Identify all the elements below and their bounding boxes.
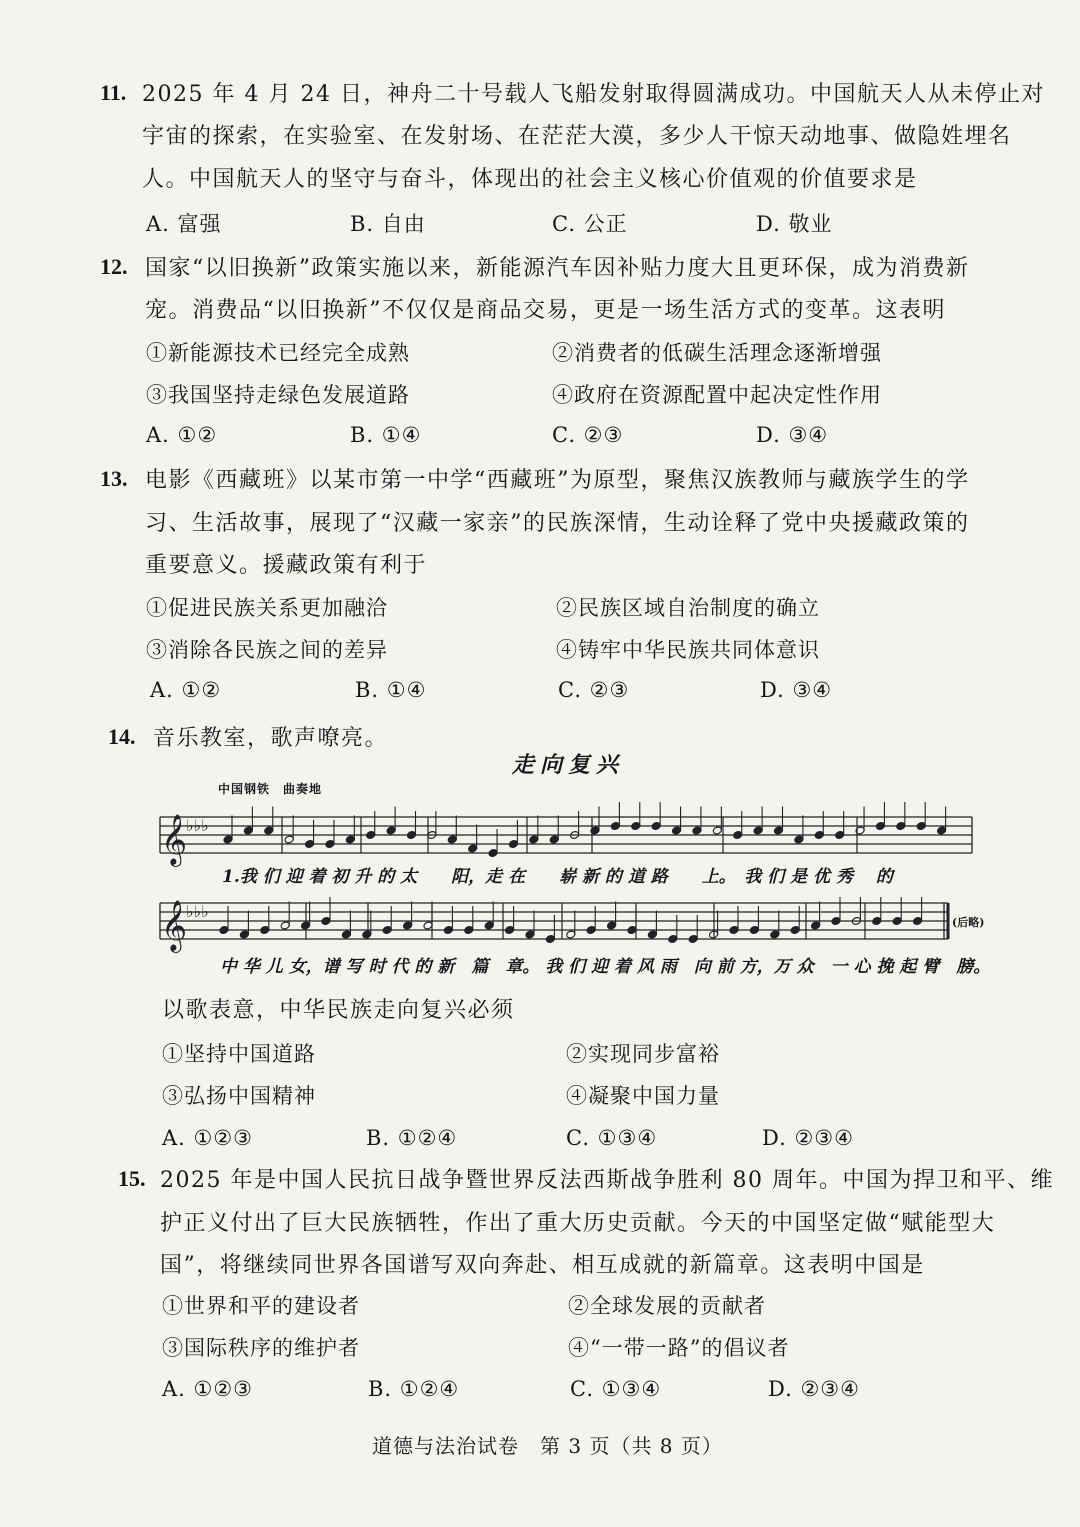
question-13-statement-2: ②民族区域自治制度的确立 [556, 596, 820, 620]
question-14-choice-a[interactable]: A. ①②③ [162, 1126, 253, 1150]
question-11-line-1: 2025 年 4 月 24 日，神舟二十号载人飞船发射取得圆满成功。中国航天人从未停止对 [142, 82, 1045, 107]
key-signature-icon: ♭♭♭ [186, 902, 209, 921]
question-11-number: 11. [100, 80, 127, 105]
question-15-number: 15. [118, 1166, 146, 1191]
question-11-line-3: 人。中国航天人的坚守与奋斗，体现出的社会主义核心价值观的价值要求是 [142, 167, 918, 192]
question-11-choice-b[interactable]: B. 自由 [350, 212, 426, 236]
question-14-statement-4: ④凝聚中国力量 [566, 1084, 720, 1108]
question-12-number: 12. [100, 254, 128, 279]
question-14-choice-c[interactable]: C. ①③④ [566, 1126, 658, 1150]
question-14-line-1: 音乐教室，歌声嘹亮。 [153, 726, 389, 751]
question-13-line-3: 重要意义。援藏政策有利于 [145, 553, 428, 578]
question-13-statement-1: ①促进民族关系更加融洽 [146, 596, 388, 620]
question-13-line-2: 习、生活故事，展现了“汉藏一家亲”的民族深情，生动诠释了党中央援藏政策的 [145, 511, 970, 536]
question-15-line-3: 国”，将继续同世界各国谱写双向奔赴、相互成就的新篇章。这表明中国是 [160, 1253, 925, 1278]
question-12-choice-d[interactable]: D. ③④ [756, 423, 829, 447]
question-14-prompt: 以歌表意，中华民族走向复兴必须 [162, 998, 515, 1023]
question-13-choice-a[interactable]: A. ①② [150, 678, 222, 702]
question-14-choice-d[interactable]: D. ②③④ [762, 1126, 854, 1150]
question-12-statement-2: ②消费者的低碳生活理念逐渐增强 [552, 341, 882, 365]
question-13-statement-3: ③消除各民族之间的差异 [146, 638, 388, 662]
song-end-mark: (后略) [952, 916, 985, 929]
page-footer: 道德与法治试卷 第 3 页（共 8 页） [372, 1434, 723, 1458]
question-12-choice-b[interactable]: B. ①④ [350, 423, 422, 447]
question-15-choice-c[interactable]: C. ①③④ [570, 1377, 662, 1401]
question-15-statement-1: ①世界和平的建设者 [162, 1294, 360, 1318]
question-14-statement-2: ②实现同步富裕 [566, 1042, 720, 1066]
question-12-choice-c[interactable]: C. ②③ [552, 423, 624, 447]
question-15-statement-3: ③国际秩序的维护者 [162, 1336, 360, 1360]
question-15-statement-2: ②全球发展的贡献者 [568, 1294, 766, 1318]
question-12-statement-4: ④政府在资源配置中起决定性作用 [552, 383, 882, 407]
treble-clef-icon: 𝄞 [161, 814, 188, 865]
question-12-choice-a[interactable]: A. ①② [146, 423, 218, 447]
question-13-statement-4: ④铸牢中华民族共同体意识 [556, 638, 820, 662]
question-13-choice-c[interactable]: C. ②③ [558, 678, 630, 702]
key-signature-icon: ♭♭♭ [186, 816, 209, 835]
question-13-line-1: 电影《西藏班》以某市第一中学“西藏班”为原型，聚焦汉族教师与藏族学生的学 [145, 468, 970, 493]
question-13-choice-d[interactable]: D. ③④ [760, 678, 833, 702]
question-11-choice-a[interactable]: A. 富强 [146, 212, 222, 236]
question-14-number: 14. [108, 724, 136, 749]
song-lyrics-line-2: 中 华 儿 女，谱 写 时 代 的 新 篇 章。 我 们 迎 着 风 雨 向 前 方，万 众 一 心 挽 起 臂 膀。 [220, 957, 991, 977]
question-15-statement-4: ④“一带一路”的倡议者 [568, 1336, 790, 1360]
treble-clef-icon: 𝄞 [161, 900, 188, 951]
question-14-statement-1: ①坚持中国道路 [162, 1042, 316, 1066]
question-15-choice-d[interactable]: D. ②③④ [768, 1377, 860, 1401]
question-11-line-2: 宇宙的探索，在实验室、在发射场、在茫茫大漠，多少人干惊天动地事、做隐姓埋名 [142, 124, 1012, 149]
question-12-line-2: 宠。消费品“以旧换新”不仅仅是商品交易，更是一场生活方式的变革。这表明 [145, 298, 946, 323]
question-12-statement-1: ①新能源技术已经完全成熟 [146, 341, 410, 365]
question-15-choice-a[interactable]: A. ①②③ [162, 1377, 253, 1401]
question-13-choice-b[interactable]: B. ①④ [355, 678, 427, 702]
question-11-choice-c[interactable]: C. 公正 [552, 212, 628, 236]
question-15-line-2: 护正义付出了巨大民族牺牲，作出了重大历史贡献。今天的中国坚定做“赋能型大 [160, 1211, 996, 1236]
question-14-choice-b[interactable]: B. ①②④ [366, 1126, 458, 1150]
staff-1-notes [223, 802, 947, 857]
question-15-choice-b[interactable]: B. ①②④ [368, 1377, 460, 1401]
question-11-choice-d[interactable]: D. 敬业 [756, 212, 833, 236]
question-12-statement-3: ③我国坚持走绿色发展道路 [146, 383, 410, 407]
staff-2-notes [219, 897, 923, 943]
song-lyrics-line-1: 1.我 们 迎 着 初 升 的 太 阳，走 在 崭 新 的 道 路 上。 我 们 是 优 秀 的 [222, 867, 893, 887]
question-12-line-1: 国家“以旧换新”政策实施以来，新能源汽车因补贴力度大且更环保，成为消费新 [145, 256, 970, 281]
song-title: 走向复兴 [512, 752, 625, 778]
question-15-line-1: 2025 年是中国人民抗日战争暨世界反法西斯战争胜利 80 周年。中国为捍卫和平、维 [160, 1168, 1054, 1193]
song-credits: 中国钢铁 曲奏地 [218, 782, 323, 796]
question-13-number: 13. [100, 466, 128, 491]
question-14-statement-3: ③弘扬中国精神 [162, 1084, 316, 1108]
